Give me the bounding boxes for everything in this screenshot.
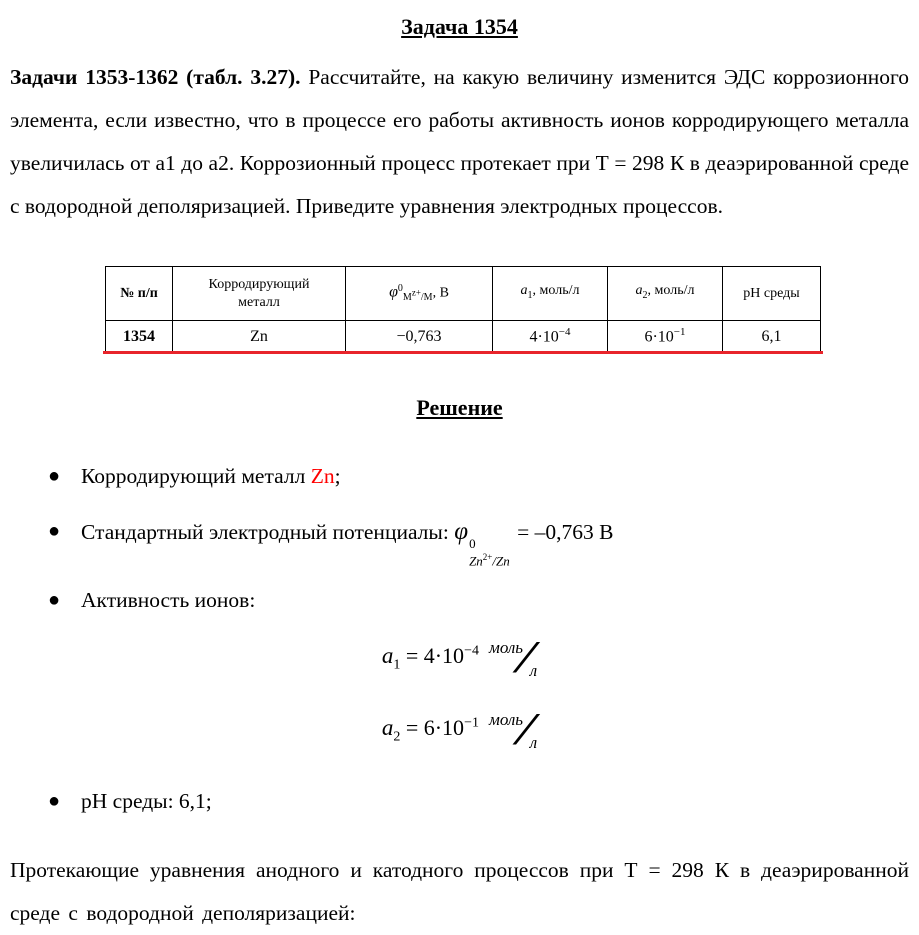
col-header-num-label: № п/п — [120, 285, 158, 301]
solution-heading: Решение — [416, 395, 503, 420]
a1-value: = 4·10 — [400, 643, 465, 669]
activity-label: Активность ионов: — [81, 588, 256, 613]
cell-a1 — [493, 321, 608, 353]
closing-paragraph: Протекающие уравнения анодного и катодного процессов при Т = 298 К в деаэрированной среде с водородной деполяризацией: — [10, 858, 909, 926]
col-header-metal-line1: Корродирующий — [208, 276, 310, 292]
solution-list-continued — [48, 780, 909, 823]
a2-value: = 6·10 — [400, 715, 465, 741]
table-data-row — [106, 321, 821, 353]
a2-subscript: 2 — [393, 729, 401, 745]
cell-a1-mantissa: 4·10 — [529, 328, 559, 346]
problem-lead: Задачи 1353-1362 (табл. 3.27). — [10, 65, 301, 89]
a1-subscript: 1 — [527, 289, 533, 301]
col-header-ph — [723, 267, 821, 321]
col-header-metal — [173, 267, 346, 321]
phi-symbol: φ — [389, 283, 398, 301]
col-header-a2 — [608, 267, 723, 321]
phi-sub-metal: М — [402, 292, 412, 304]
bullet-marker: ● — [48, 790, 61, 813]
list-item-metal-text — [81, 455, 341, 498]
phi-symbol: φ — [454, 518, 469, 545]
a2-symbol: a — [635, 283, 643, 299]
phi-sub-charge: 2+ — [482, 552, 493, 562]
a2-subscript: 2 — [642, 289, 648, 301]
cell-potential: −0,763 — [346, 321, 493, 353]
col-header-a1 — [493, 267, 608, 321]
bullet-marker: ● — [48, 465, 61, 487]
equation-a2 — [10, 708, 909, 754]
phi-sub-slash-metal: /М — [420, 292, 433, 304]
cell-metal: Zn — [173, 321, 346, 353]
unit-denominator: л — [529, 733, 538, 753]
phi-sub-metal: Zn — [469, 553, 483, 569]
a1-exponent: −4 — [464, 644, 479, 659]
phi-superscript: 0 — [397, 282, 403, 294]
phi-subscript — [402, 287, 433, 304]
fraction-slash: ⁄ — [523, 636, 530, 683]
a2-symbol: a — [381, 715, 394, 741]
phi-unit: , В — [432, 285, 449, 301]
bullet-marker: ● — [48, 520, 61, 542]
equation-a1 — [10, 636, 909, 682]
col-header-metal-line2: металл — [238, 294, 280, 310]
metal-value: Zn — [310, 464, 335, 488]
list-item-activity — [48, 579, 909, 622]
col-header-ph-label: рН среды — [743, 285, 800, 301]
cell-ph: 6,1 — [723, 321, 821, 353]
cell-a2-mantissa: 6·10 — [644, 328, 674, 346]
col-header-potential — [346, 267, 493, 321]
fraction-slash: ⁄ — [523, 708, 530, 755]
unit-numerator: моль — [488, 710, 524, 730]
metal-tail: ; — [334, 464, 341, 488]
phi-superscript: 0 — [469, 536, 476, 551]
phi-subscript — [469, 551, 510, 567]
a2-unit: , моль/л — [647, 283, 695, 299]
problem-statement — [10, 56, 909, 228]
list-item-potential — [48, 510, 909, 567]
conditions-table — [105, 266, 821, 353]
cell-a1-exponent: −4 — [558, 326, 571, 339]
bullet-marker: ● — [48, 589, 61, 612]
cell-a2 — [608, 321, 723, 353]
a1-unit: , моль/л — [532, 283, 580, 299]
phi-sub-slash-metal: /Zn — [492, 553, 510, 569]
table-header-row — [106, 267, 821, 321]
a1-symbol: a — [381, 643, 394, 669]
potential-label: Стандартный электродный потенциалы: — [81, 520, 455, 544]
a1-symbol: a — [520, 283, 528, 299]
unit-numerator: моль — [488, 638, 524, 658]
col-header-num — [106, 267, 173, 321]
ph-text: рН среды: 6,1; — [81, 789, 212, 814]
a2-unit-fraction — [488, 708, 538, 755]
phi-sub-charge: z+ — [411, 287, 421, 298]
red-underline — [103, 351, 823, 354]
conditions-table-wrapper — [105, 266, 820, 353]
list-item-ph — [48, 780, 909, 823]
potential-value: = –0,763 В — [511, 520, 614, 544]
page-title: Задача 1354 — [401, 14, 518, 39]
metal-label: Корродирующий металл — [81, 464, 311, 488]
a1-unit-fraction — [488, 636, 538, 683]
solution-list — [48, 455, 909, 622]
unit-denominator: л — [529, 661, 538, 681]
cell-task-number: 1354 — [106, 321, 173, 353]
list-item-metal — [48, 455, 909, 498]
a1-subscript: 1 — [393, 657, 401, 673]
potential-formula — [81, 510, 613, 567]
cell-a2-exponent: −1 — [673, 326, 686, 339]
a2-exponent: −1 — [464, 716, 479, 731]
problem-body: Рассчитайте, на какую величину изменится ЭДС коррозионного элемента, если известно, что в процессе его работы активность ионов корродирующего металла увеличилась от а1 до а2. Коррозионный процесс протекает при Т = 298 К в деаэрированной среде с водородной деполяризацией. Приведите уравнения электродных процессов. — [10, 65, 909, 218]
phi-sup-sub-stack — [469, 537, 510, 567]
